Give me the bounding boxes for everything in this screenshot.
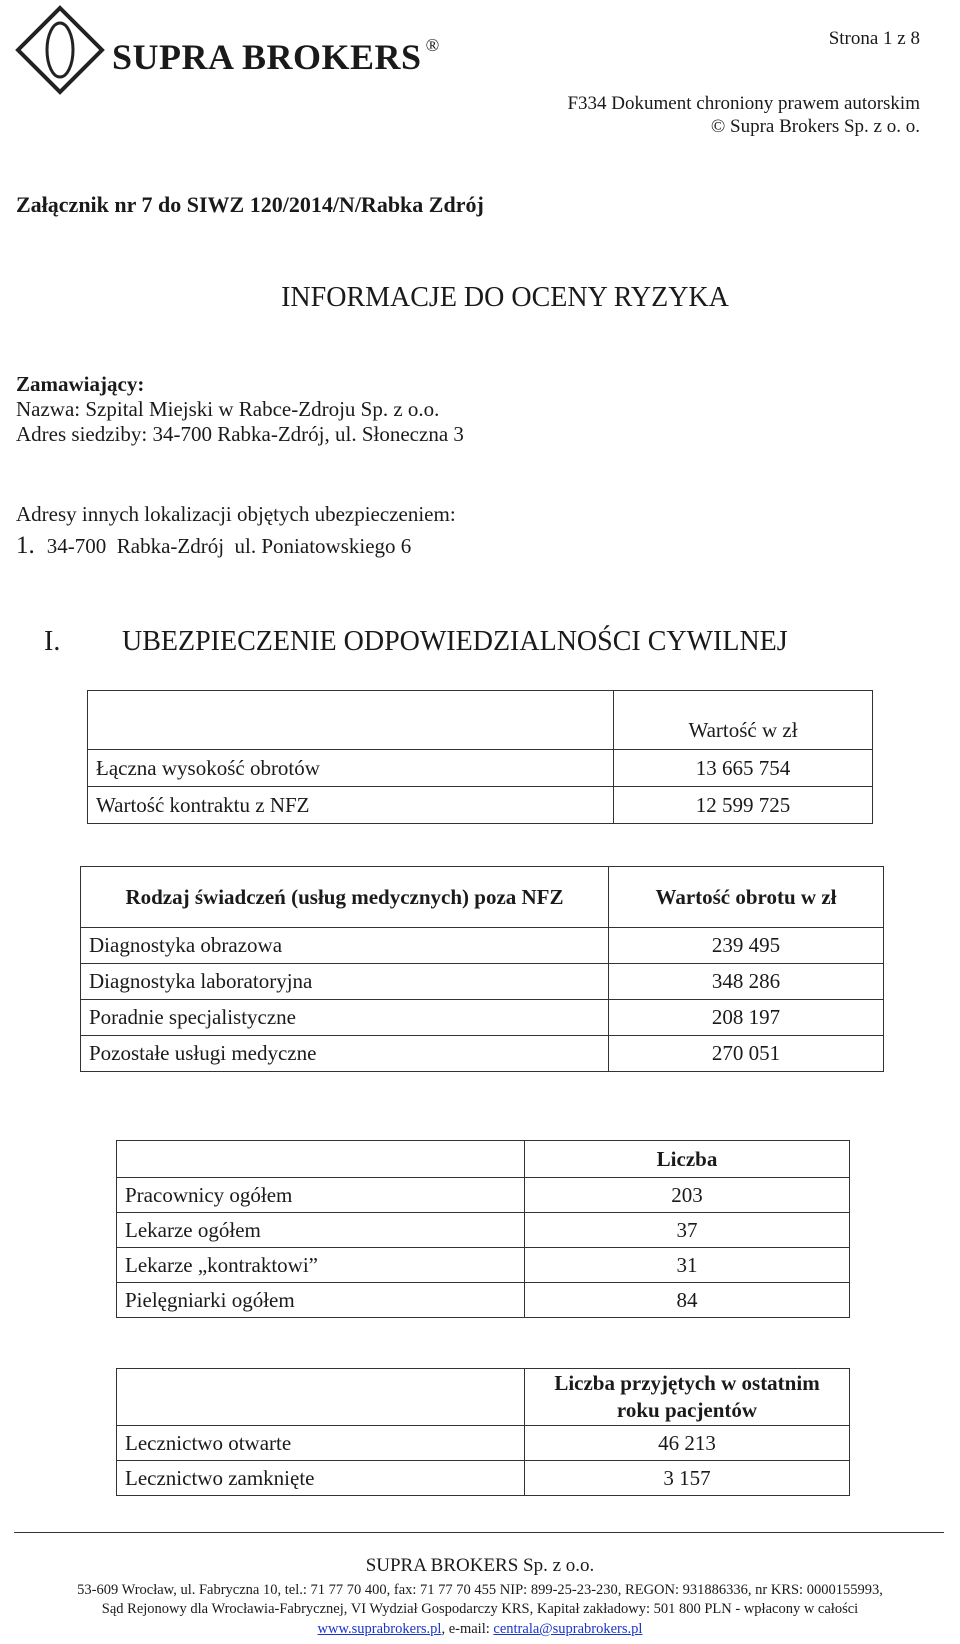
document-title: INFORMACJE DO OCENY RYZYKA (281, 282, 729, 313)
document-reference: Załącznik nr 7 do SIWZ 120/2014/N/Rabka Zdrój (16, 192, 484, 217)
table-row (88, 750, 873, 787)
table-cell: Lekarze „kontraktowi” (117, 1248, 525, 1283)
table-cell: 208 197 (609, 1000, 884, 1036)
table-row (81, 964, 884, 1000)
ordering-party-label: Zamawiający: (16, 372, 145, 396)
footer-address: 53-609 Wrocław, ul. Fabryczna 10, tel.: 71 77 70 400, fax: 71 77 70 455 NIP: 899-25-23-230, REGON: 931886336, nr KRS: 0000155993, (77, 1582, 883, 1598)
page-number: Strona 1 z 8 (828, 28, 920, 49)
table-row (117, 1213, 850, 1248)
table-cell: Lecznictwo otwarte (117, 1426, 525, 1461)
table-cell: 203 (525, 1178, 850, 1213)
table-cell: 46 213 (525, 1426, 850, 1461)
brand-name: SUPRA BROKERS ® (112, 35, 440, 77)
table-cell: 31 (525, 1248, 850, 1283)
table-cell: Pielęgniarki ogółem (117, 1283, 525, 1318)
table-header-row (81, 867, 884, 928)
table-row (117, 1426, 850, 1461)
table-cell: Łączna wysokość obrotów (88, 750, 614, 787)
location-number: 1. (16, 532, 35, 559)
table-row (81, 928, 884, 964)
turnover-table (87, 690, 873, 824)
table-cell: Poradnie specjalistyczne (81, 1000, 609, 1036)
patients-table (116, 1368, 850, 1496)
table-cell: 84 (525, 1283, 850, 1318)
table-cell: 239 495 (609, 928, 884, 964)
copyright-notice (567, 92, 920, 138)
table-header-row (88, 691, 873, 750)
table-cell: Lekarze ogółem (117, 1213, 525, 1248)
table-cell: Diagnostyka obrazowa (81, 928, 609, 964)
table-row (117, 1283, 850, 1318)
table-row (117, 1178, 850, 1213)
email-label: , e-mail: (441, 1621, 494, 1637)
header-cell: Rodzaj świadczeń (usług medycznych) poza NFZ (81, 867, 609, 928)
other-locations-label: Adresy innych lokalizacji objętych ubezpieczeniem: (16, 502, 456, 526)
table-cell: 37 (525, 1213, 850, 1248)
ordering-party-address: Adres siedziby: 34-700 Rabka-Zdrój, ul. Słoneczna 3 (16, 422, 464, 446)
other-locations-block (16, 498, 456, 562)
header-cell (117, 1369, 525, 1426)
header-cell: Liczba przyjętych w ostatnim roku pacjentów (525, 1369, 850, 1426)
header-cell: Wartość w zł (614, 691, 873, 750)
table-row (81, 1000, 884, 1036)
table-row (117, 1248, 850, 1283)
section-number: I. (44, 626, 61, 657)
section-title: UBEZPIECZENIE ODPOWIEDZIALNOŚCI CYWILNEJ (122, 626, 788, 657)
copyright-line: F334 Dokument chroniony prawem autorskim (567, 93, 920, 114)
table-cell: 270 051 (609, 1036, 884, 1072)
footer-contact (0, 1621, 960, 1638)
footer-company: SUPRA BROKERS Sp. z o.o. (365, 1555, 595, 1576)
email-link[interactable]: centrala@suprabrokers.pl (493, 1621, 643, 1637)
table-cell: 3 157 (525, 1461, 850, 1496)
registered-mark: ® (425, 35, 440, 55)
staff-table (116, 1140, 850, 1318)
table-cell: 13 665 754 (614, 750, 873, 787)
copyright-line: © Supra Brokers Sp. z o. o. (710, 116, 920, 137)
table-cell: Wartość kontraktu z NFZ (88, 787, 614, 824)
table-cell: Pracownicy ogółem (117, 1178, 525, 1213)
header-cell (88, 691, 614, 750)
table-row (117, 1461, 850, 1496)
header-cell: Wartość obrotu w zł (609, 867, 884, 928)
table-cell: 12 599 725 (614, 787, 873, 824)
footer-divider (14, 1532, 944, 1533)
location-address: 34-700 Rabka-Zdrój ul. Poniatowskiego 6 (46, 534, 412, 558)
table-row (88, 787, 873, 824)
table-row (81, 1036, 884, 1072)
section-heading (44, 626, 788, 658)
ordering-party-block (16, 372, 464, 447)
header-cell: Liczba (525, 1141, 850, 1178)
website-link[interactable]: www.suprabrokers.pl (317, 1621, 442, 1637)
location-item (16, 530, 456, 562)
header-cell (117, 1141, 525, 1178)
table-cell: Pozostałe usługi medyczne (81, 1036, 609, 1072)
services-table (80, 866, 884, 1072)
footer-registration: Sąd Rejonowy dla Wrocławia-Fabrycznej, VI Wydział Gospodarczy KRS, Kapitał zakładowy: 501 800 PLN - wpłacony w całości (101, 1601, 859, 1617)
logo-icon (14, 4, 106, 96)
table-cell: Diagnostyka laboratoryjna (81, 964, 609, 1000)
table-cell: 348 286 (609, 964, 884, 1000)
table-header-row (117, 1369, 850, 1426)
ordering-party-name: Nazwa: Szpital Miejski w Rabce-Zdroju Sp. z o.o. (16, 397, 440, 421)
table-header-row (117, 1141, 850, 1178)
table-cell: Lecznictwo zamknięte (117, 1461, 525, 1496)
